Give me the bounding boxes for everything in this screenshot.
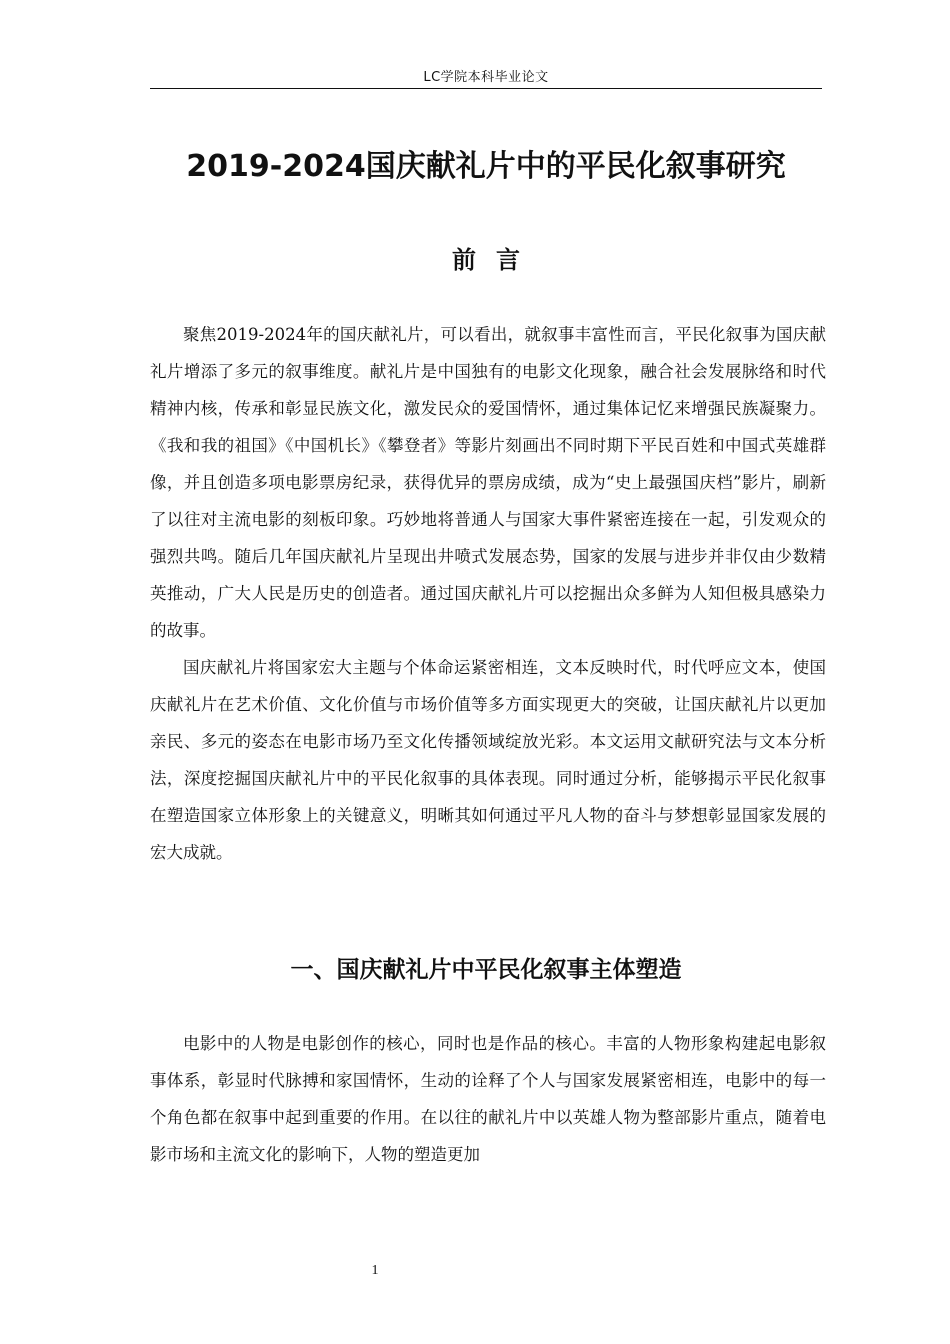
foreword-body <box>150 316 826 871</box>
chapter-one-body <box>150 1025 826 1173</box>
foreword-heading: 前言 <box>452 246 540 274</box>
chapter-one-heading: 一、国庆献礼片中平民化叙事主体塑造 <box>290 957 682 983</box>
header-rule <box>150 88 822 89</box>
page-number: 1 <box>371 1263 379 1278</box>
foreword-paragraph: 国庆献礼片将国家宏大主题与个体命运紧密相连，文本反映时代，时代呼应文本，使国庆献礼片在艺术价值、文化价值与市场价值等多方面实现更大的突破，让国庆献礼片以更加亲民、多元的姿态在电影市场乃至文化传播领域绽放光彩。本文运用文献研究法与文本分析法，深度挖掘国庆献礼片中的平民化叙事的具体表现。同时通过分析，能够揭示平民化叙事在塑造国家立体形象上的关键意义，明晰其如何通过平凡人物的奋斗与梦想彰显国家发展的宏大成就。 <box>150 658 826 862</box>
chapter-one-paragraph: 电影中的人物是电影创作的核心，同时也是作品的核心。丰富的人物形象构建起电影叙事体系，彰显时代脉搏和家国情怀，生动的诠释了个人与国家发展紧密相连，电影中的每一个角色都在叙事中起到重要的作用。在以往的献礼片中以英雄人物为整部影片重点，随着电影市场和主流文化的影响下，人物的塑造更加 <box>150 1034 826 1164</box>
foreword-paragraph: 聚焦2019-2024年的国庆献礼片，可以看出，就叙事丰富性而言，平民化叙事为国庆献礼片增添了多元的叙事维度。献礼片是中国独有的电影文化现象，融合社会发展脉络和时代精神内核，传承和彰显民族文化，激发民众的爱国情怀，通过集体记忆来增强民族凝聚力。《我和我的祖国》《中国机长》《攀登者》等影片刻画出不同时期下平民百姓和中国式英雄群像，并且创造多项电影票房纪录，获得优异的票房成绩，成为“史上最强国庆档”影片，刷新了以往对主流电影的刻板印象。巧妙地将普通人与国家大事件紧密连接在一起，引发观众的强烈共鸣。随后几年国庆献礼片呈现出井喷式发展态势，国家的发展与进步并非仅由少数精英推动，广大人民是历史的创造者。通过国庆献礼片可以挖掘出众多鲜为人知但极具感染力的故事。 <box>150 325 826 640</box>
paper-title: 2019-2024国庆献礼片中的平民化叙事研究 <box>186 149 786 184</box>
running-header: LC学院本科毕业论文 <box>423 70 549 85</box>
